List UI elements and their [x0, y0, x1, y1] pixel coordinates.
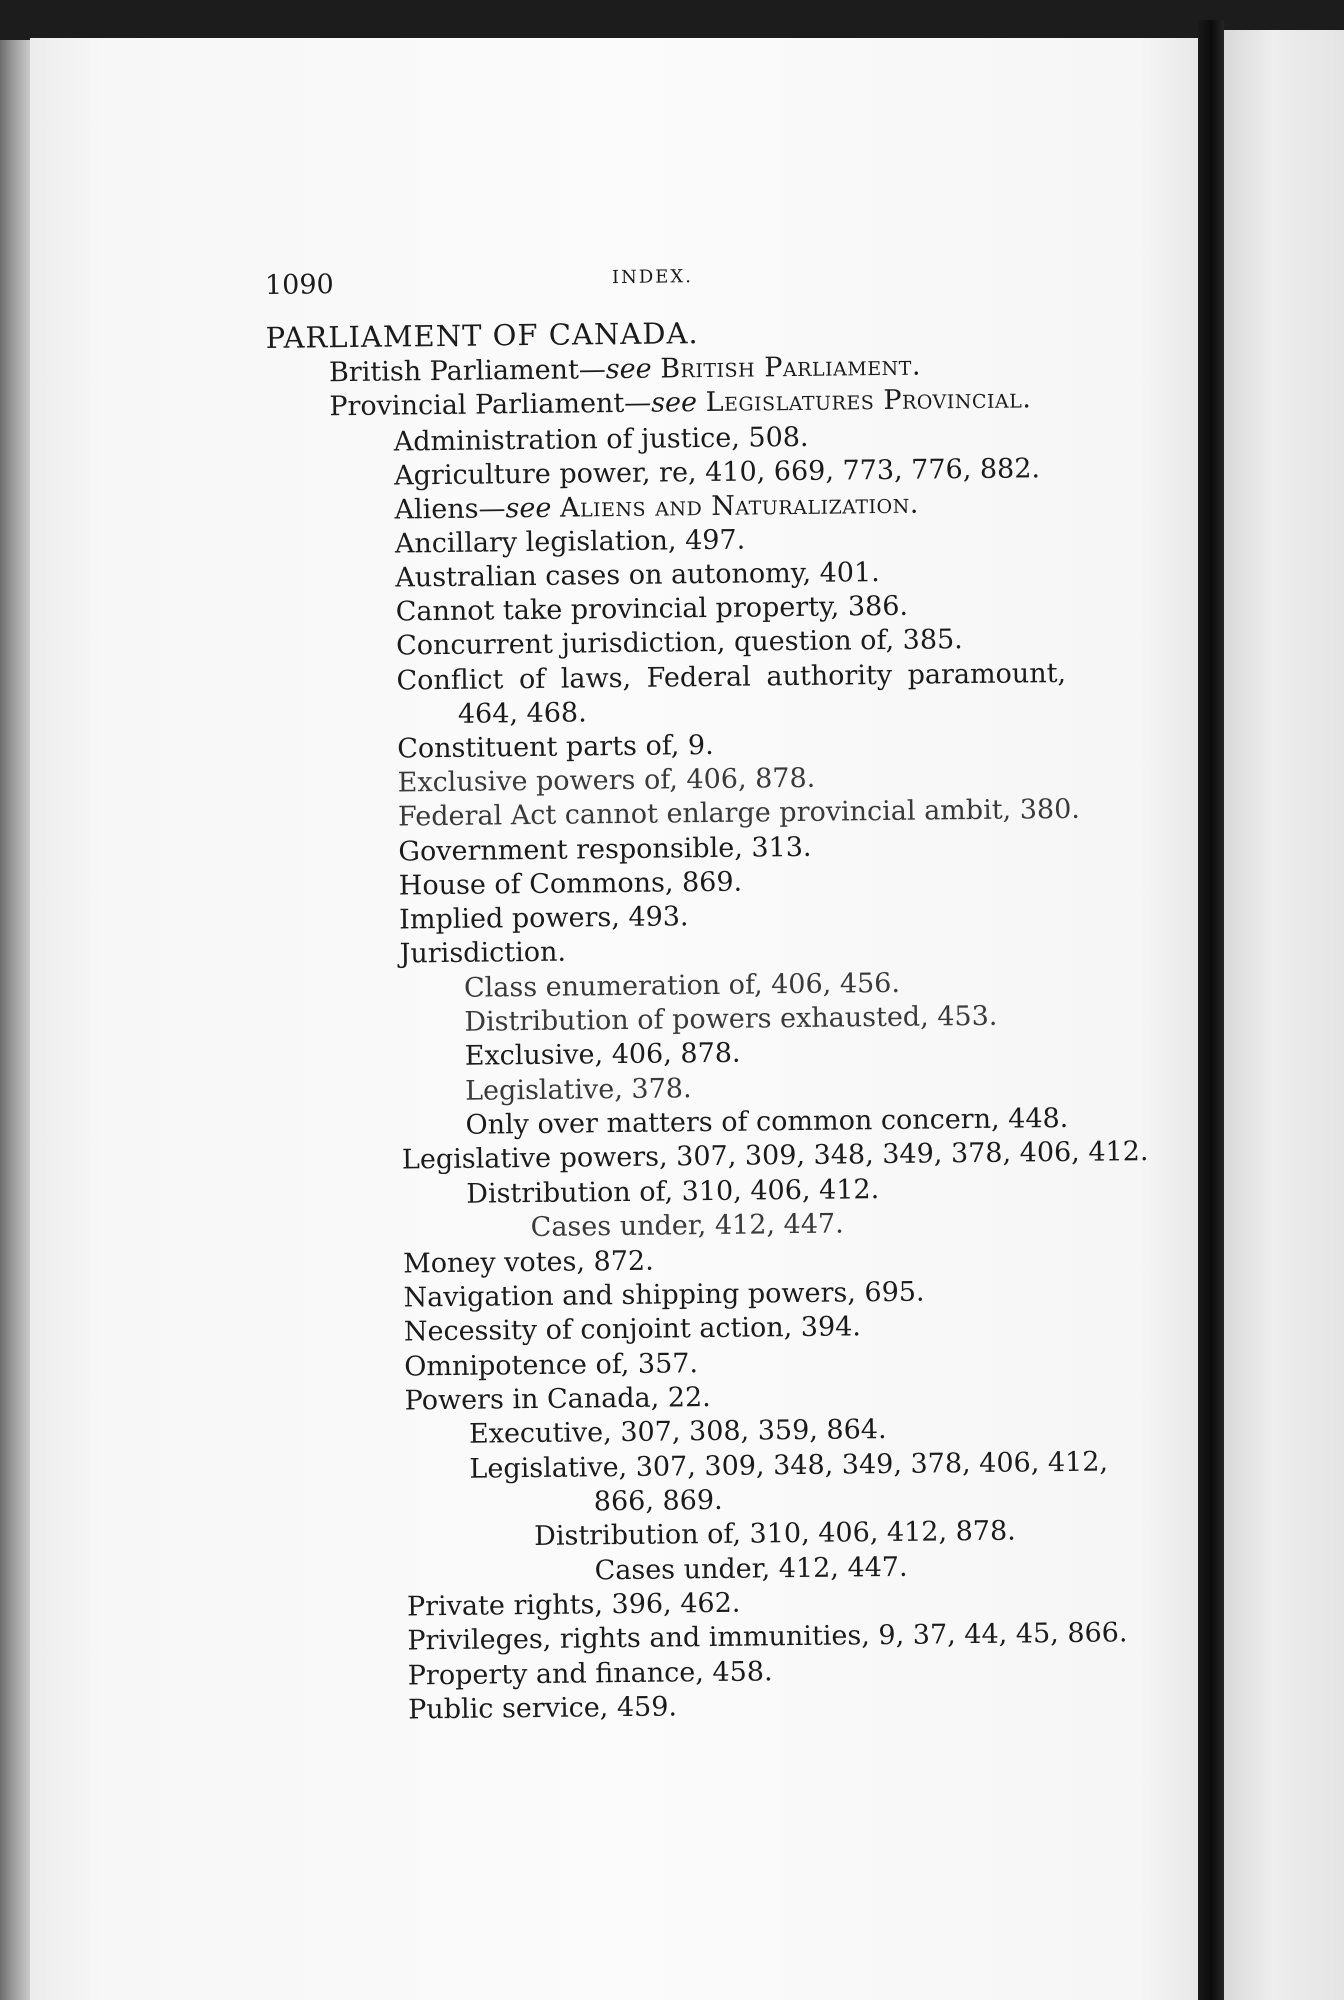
index-entry: Powers in Canada, 22.	[404, 1382, 711, 1417]
index-entry: Cannot take provincial property, 386.	[395, 590, 909, 628]
index-entry: Constituent parts of, 9.	[397, 729, 714, 765]
index-entry-text: Aliens—	[394, 493, 506, 526]
index-entry: Conflict of laws, Federal authority paramount,	[396, 657, 1067, 697]
index-subsubentry: Cases under, 412, 447.	[530, 1208, 844, 1244]
index-subentry: Exclusive, 406, 878.	[464, 1037, 741, 1072]
index-subentry-continuation: 866, 869.	[593, 1484, 723, 1518]
index-subentry: Executive, 307, 308, 359, 864.	[468, 1414, 887, 1450]
index-entry: Property and finance, 458.	[407, 1656, 773, 1692]
index-subentry: Class enumeration of, 406, 456.	[463, 967, 901, 1004]
index-entry	[394, 489, 919, 527]
index-entry-continuation: 464, 468.	[457, 697, 587, 730]
cross-reference	[329, 351, 921, 390]
cross-reference-target: Legislatures Provincial.	[705, 383, 1032, 419]
index-entry: Legislative powers, 307, 309, 348, 349, 378, 406, 412.	[401, 1136, 1149, 1176]
index-entry: Exclusive powers of, 406, 878.	[397, 762, 816, 799]
index-subentry: Only over matters of common concern, 448.	[465, 1102, 1069, 1141]
index-entry: Administration of justice, 508.	[393, 421, 809, 458]
index-entry: Agriculture power, re, 410, 669, 773, 776, 882.	[393, 453, 1041, 492]
see-label: see	[605, 353, 652, 386]
cross-reference-target: Aliens and Naturalization.	[559, 488, 920, 524]
see-label: see	[651, 387, 698, 419]
index-entry: Necessity of conjoint action, 394.	[403, 1311, 862, 1348]
index-entry: Omnipotence of, 357.	[404, 1348, 699, 1383]
see-label: see	[505, 492, 552, 525]
cross-reference-text: Provincial Parliament—	[329, 387, 652, 423]
page-number: 1090	[264, 269, 334, 301]
index-subentry: Legislative, 378.	[464, 1073, 692, 1107]
index-heading: PARLIAMENT OF CANADA.	[265, 316, 699, 355]
index-entry: Implied powers, 493.	[399, 901, 689, 936]
index-entry: Government responsible, 313.	[398, 831, 812, 868]
index-entry: Navigation and shipping powers, 695.	[403, 1276, 925, 1314]
index-entry: Private rights, 396, 462.	[406, 1587, 741, 1623]
cross-reference-target: British Parliament.	[660, 350, 922, 385]
index-subentry: Distribution of powers exhausted, 453.	[464, 1000, 998, 1038]
index-entry: Privileges, rights and immunities, 9, 37, 44, 45, 866.	[407, 1617, 1128, 1657]
cross-reference	[329, 383, 1031, 423]
index-entry: Ancillary legislation, 497.	[394, 524, 746, 560]
index-entry: Concurrent jurisdiction, question of, 385.	[395, 624, 963, 662]
cross-reference-text: British Parliament—	[328, 354, 607, 389]
running-head: INDEX.	[611, 266, 694, 289]
index-entry: Jurisdiction.	[399, 936, 567, 970]
index-entry: House of Commons, 869.	[398, 866, 743, 902]
index-entry: Federal Act cannot enlarge provincial ambit, 380.	[397, 793, 1081, 833]
index-subentry: Legislative, 307, 309, 348, 349, 378, 406, 412,	[469, 1446, 1109, 1485]
index-subsubentry: Cases under, 412, 447.	[594, 1551, 908, 1587]
index-entry: Money votes, 872.	[402, 1245, 654, 1280]
index-subentry: Distribution of, 310, 406, 412.	[466, 1174, 880, 1210]
index-entry: Public service, 459.	[407, 1691, 678, 1726]
index-subsubentry: Distribution of, 310, 406, 412, 878.	[534, 1515, 1016, 1553]
index-entry: Australian cases on autonomy, 401.	[395, 557, 880, 594]
